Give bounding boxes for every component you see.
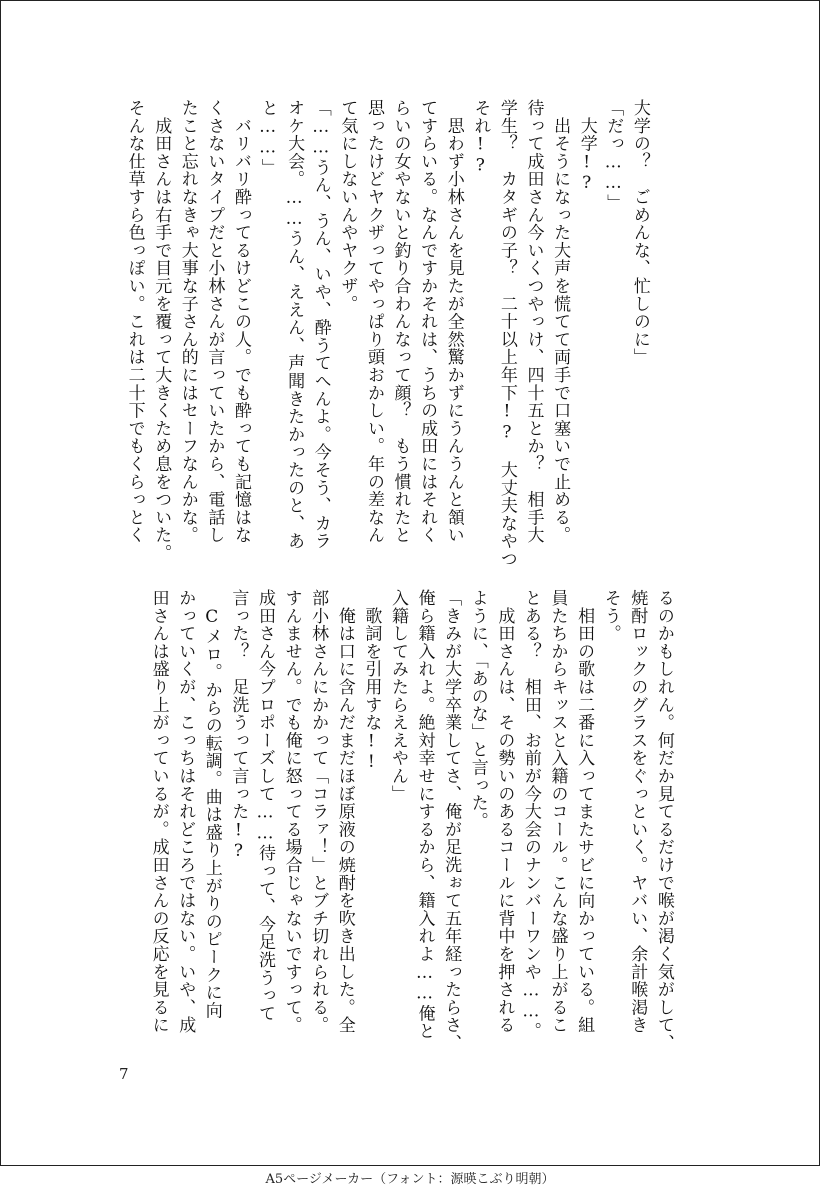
text-line: らいの女やないと釣り合わんなって顔？ もう慣れたと: [390, 99, 411, 544]
text-line: 大学!?: [576, 99, 597, 194]
text-line: と……」: [257, 99, 278, 177]
text-line: 田さんは盛り上がっているが。成田さんの反応を見るに: [148, 589, 169, 1034]
text-line: 俺は口に含んだまだほぼ原液の焼酎を吹き出した。全: [334, 589, 355, 1034]
text-line: 大学の？ ごめんな、忙しのに」: [629, 99, 650, 366]
text-line: 相田の歌は二番に入ってまたサビに向かっている。組: [574, 589, 595, 1034]
text-line: 成田さん今プロポーズして……待って、今足洗うって: [254, 589, 275, 1023]
text-line: 待って成田さん今いくつやっけ、四十五とか？ 相手大: [523, 99, 544, 544]
upper-text-block: [121, 99, 653, 568]
text-line: 言った？ 足洗うって言った!?: [228, 589, 249, 862]
text-line: 思わず小林さんを見たが全然驚かずにうんうんと頷い: [443, 99, 464, 544]
text-line: 員たちからキッスと入籍のコール。こんな盛り上がるこ: [547, 589, 568, 1034]
text-line: 焼酎ロックのグラスをぐっといく。ヤバい、余計喉渇き: [627, 589, 648, 1034]
text-line: 部小林さんにかかって「コラァ！」とブチ切れられる。: [308, 589, 329, 1034]
text-line: かっていくが、こっちはそれどころではない。いや、成: [175, 589, 196, 1034]
text-line: 「……うん、うん、いや、酔うてへんよ。今そう、カラ: [310, 99, 331, 550]
text-line: Cメロ。からの転調。曲は盛り上がりのピークに向: [201, 589, 222, 1020]
text-line: て気にしないんやヤクザ。: [337, 99, 358, 313]
text-line: 学生？ カタギの子？ 二十以上年下!? 大丈夫なやつ: [496, 99, 517, 568]
lower-text-block: [145, 589, 677, 1052]
text-line: るのかもしれん。何だか見てるだけで喉が渇く気がして、: [653, 589, 674, 1052]
text-line: 俺ら籍入れよ。絶対幸せにするから、籍入れよ……俺と: [414, 589, 435, 1040]
page-number: 7: [119, 1065, 129, 1083]
text-line: そう。: [600, 589, 621, 643]
text-line: そんな仕草すら色っぽい。これは二十下でもくらっとく: [124, 99, 145, 544]
text-line: 出そうになった大声を慌てて両手で口塞いで止める。: [550, 99, 571, 544]
text-line: 歌詞を引用すな!!: [361, 589, 382, 773]
text-line: バリバリ酔ってるけどこの人。でも酔っても記憶はな: [230, 99, 251, 544]
text-line: 成田さんは、その勢いのあるコールに背中を押される: [494, 589, 515, 1034]
text-line: すんません。でも俺に怒ってる場合じゃないですって。: [281, 589, 302, 1034]
text-line: くさないタイプだと小林さんが言っていたから、電話し: [204, 99, 225, 544]
text-line: 入籍してみたらええやん」: [387, 589, 408, 803]
text-line: 「だっ……」: [603, 99, 624, 212]
text-line: 「きみが大学卒業してさ、俺が足洗ぉて五年経ったらさ、: [441, 589, 462, 1052]
text-line: ように、「あのな」と言った。: [467, 589, 488, 830]
text-line: たこと忘れなきゃ大事な子さん的にはセーフなんかな。: [177, 99, 198, 544]
text-line: オケ大会。……うん、ええん、声聞きたかったのと、あ: [284, 99, 305, 550]
footer-caption: A5ページメーカー（フォント：源暎こぶり明朝）: [265, 1172, 555, 1187]
text-line: 成田さんは右手で目元を覆って大きくため息をついた。: [151, 99, 172, 562]
text-line: てすらいる。なんですかそれは、うちの成田にはそれく: [417, 99, 438, 544]
text-line: とある？ 相田、お前が今大会のナンバーワンや……。: [520, 589, 541, 1040]
text-line: それ!?: [470, 99, 491, 177]
text-line: 思ったけどヤクザってやっぱり頭おかしい。年の差なん: [363, 99, 384, 544]
